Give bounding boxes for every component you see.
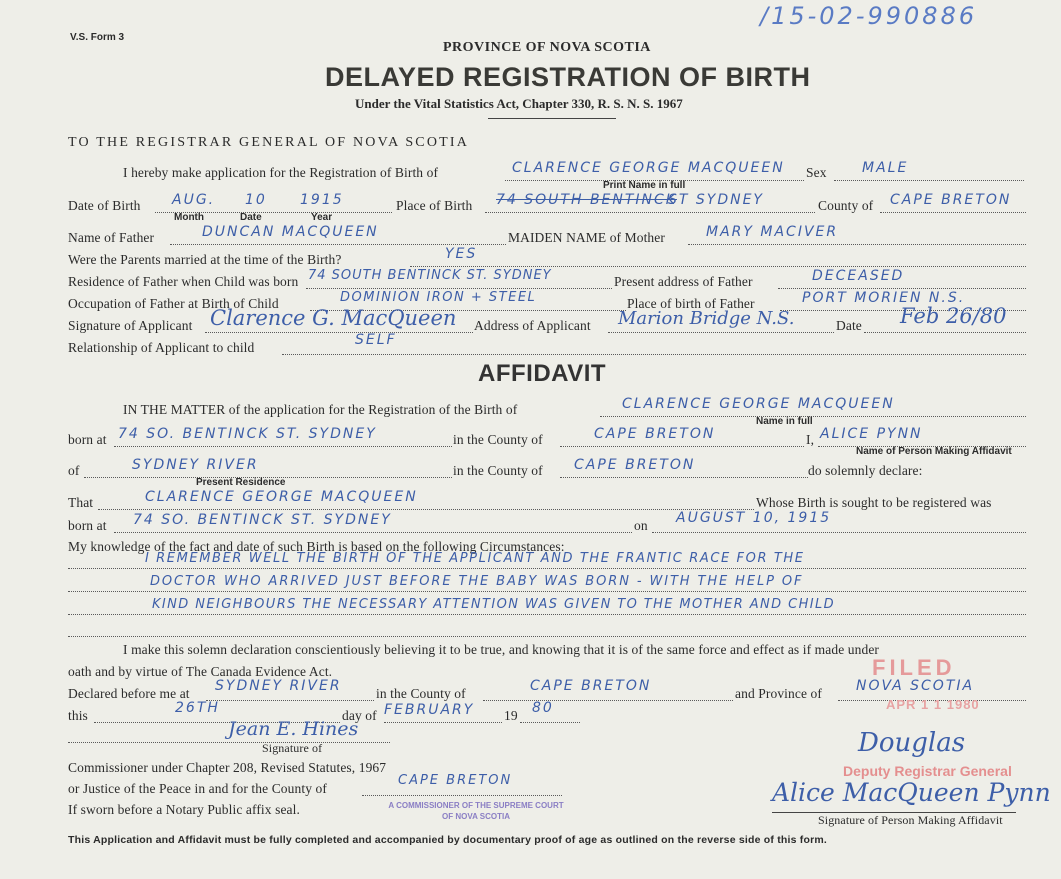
registrar-signature: Douglas bbox=[858, 728, 966, 758]
residence-aff-value: SYDNEY RIVER bbox=[132, 457, 259, 473]
month-line bbox=[384, 722, 502, 723]
present-address-value: DECEASED bbox=[812, 268, 905, 284]
justice-label: or Justice of the Peace in and for the County of bbox=[68, 781, 327, 796]
name-in-full-caption: Name in full bbox=[756, 416, 813, 427]
page-title: DELAYED REGISTRATION OF BIRTH bbox=[325, 62, 811, 92]
commissioner-stamp bbox=[380, 800, 572, 822]
born-at-label: born at bbox=[68, 432, 107, 447]
declared-at-value: SYDNEY RIVER bbox=[215, 678, 342, 694]
that-label: That bbox=[68, 495, 94, 510]
declare-label: do solemnly declare: bbox=[808, 463, 923, 478]
born-county-line bbox=[560, 446, 804, 447]
place-of-birth-label: Place of Birth bbox=[396, 198, 473, 213]
commissioner-label: Commissioner under Chapter 208, Revised Statutes, 1967 bbox=[68, 760, 387, 775]
place-of-birth-line bbox=[485, 212, 815, 213]
occupation-label: Occupation of Father at Birth of Child bbox=[68, 296, 279, 311]
signature-person-label: Signature of Person Making Affidavit bbox=[818, 813, 1003, 827]
married-value: YES bbox=[445, 246, 478, 262]
province-label: and Province of bbox=[735, 686, 822, 701]
commissioner-stamp-line-1: A COMMISSIONER OF THE SUPREME COURT bbox=[388, 801, 564, 810]
father-name-label: Name of Father bbox=[68, 230, 155, 245]
born-county-label: in the County of bbox=[453, 432, 543, 447]
year-line bbox=[520, 722, 580, 723]
deputy-registrar-stamp: Deputy Registrar General bbox=[843, 763, 1012, 779]
mother-name-label: MAIDEN NAME of Mother bbox=[508, 230, 665, 245]
sex-label: Sex bbox=[806, 165, 827, 180]
that-name-line bbox=[98, 509, 754, 510]
father-name-value: DUNCAN MACQUEEN bbox=[202, 224, 379, 240]
on-label: on bbox=[634, 518, 648, 533]
residence-line bbox=[306, 288, 612, 289]
year-value: 80 bbox=[532, 700, 554, 716]
born-at2-value: 74 SO. BENTINCK ST. SYDNEY bbox=[133, 512, 392, 528]
deponent-value: ALICE PYNN bbox=[820, 426, 923, 442]
i-label: I, bbox=[806, 432, 815, 447]
dob-label: Date of Birth bbox=[68, 198, 141, 213]
father-birthplace-value: PORT MORIEN N.S. bbox=[802, 290, 966, 306]
month-value: FEBRUARY bbox=[384, 702, 475, 718]
dob-month-value: AUG. bbox=[172, 192, 216, 208]
born-at-value: 74 SO. BENTINCK ST. SYDNEY bbox=[118, 426, 377, 442]
footer-note: This Application and Affidavit must be fully completed and accompanied by documentary proof of age as outlined on the reverse side of this form. bbox=[68, 834, 828, 846]
deponent-signature: Alice MacQueen Pynn bbox=[772, 778, 1051, 807]
matter-child-name: CLARENCE GEORGE MACQUEEN bbox=[622, 396, 895, 412]
knowledge-label: My knowledge of the fact and date of such Birth is based on the following Circumstances: bbox=[68, 539, 565, 554]
commissioner-signature-line bbox=[68, 742, 390, 743]
declared-county-label: in the County of bbox=[376, 686, 466, 701]
married-label: Were the Parents married at the time of the Birth? bbox=[68, 252, 342, 267]
born-on-line bbox=[652, 532, 1026, 533]
relationship-line bbox=[282, 354, 1026, 355]
form-code: V.S. Form 3 bbox=[70, 32, 125, 43]
circumstance-text-1: I REMEMBER WELL THE BIRTH OF THE APPLICANT AND THE FRANTIC RACE FOR THE bbox=[145, 551, 805, 566]
commissioner-stamp-line-2: OF NOVA SCOTIA bbox=[442, 812, 510, 821]
born-on-value: AUGUST 10, 1915 bbox=[676, 510, 832, 526]
occupation-value: DOMINION IRON + STEEL bbox=[340, 290, 537, 305]
this-label: this bbox=[68, 708, 88, 723]
application-date-line bbox=[864, 332, 1026, 333]
whose-birth-label: Whose Birth is sought to be registered was bbox=[756, 495, 992, 510]
notary-label: If sworn before a Notary Public affix seal. bbox=[68, 802, 300, 817]
relationship-value: SELF bbox=[355, 332, 397, 348]
married-line bbox=[410, 266, 1026, 267]
present-residence-caption: Present Residence bbox=[196, 477, 286, 488]
born-at2-line bbox=[114, 532, 632, 533]
present-address-label: Present address of Father bbox=[614, 274, 753, 289]
year-prefix: 19 bbox=[504, 708, 518, 723]
place-of-birth-value: ST SYDNEY bbox=[668, 192, 764, 208]
print-name-caption: Print Name in full bbox=[603, 180, 686, 191]
mother-name-value: MARY MACIVER bbox=[706, 224, 839, 240]
month-caption: Month bbox=[174, 212, 204, 223]
relationship-label: Relationship of Applicant to child bbox=[68, 340, 255, 355]
commissioner-signature: Jean E. Hines bbox=[228, 718, 359, 740]
filed-stamp: FILED bbox=[872, 655, 956, 680]
day-of-label: day of bbox=[342, 708, 377, 723]
reference-number: /15-02-990886 bbox=[760, 2, 978, 30]
residence-county-line bbox=[560, 477, 808, 478]
addressee-line: TO THE REGISTRAR GENERAL OF NOVA SCOTIA bbox=[68, 135, 470, 150]
county-line bbox=[880, 212, 1026, 213]
that-name-value: CLARENCE GEORGE MACQUEEN bbox=[145, 489, 418, 505]
born-at-line bbox=[114, 446, 452, 447]
father-birthplace-label: Place of birth of Father bbox=[627, 296, 755, 311]
matter-name-line bbox=[600, 416, 1026, 417]
affidavit-title: AFFIDAVIT bbox=[478, 360, 607, 387]
signature-of-label: Signature of bbox=[262, 741, 323, 755]
circumstance-line-1 bbox=[68, 568, 1026, 569]
residence-label: Residence of Father when Child was born bbox=[68, 274, 299, 289]
filed-date-stamp: APR 1 1 1980 bbox=[886, 697, 980, 712]
sex-line bbox=[834, 180, 1024, 181]
day-value: 26TH bbox=[175, 700, 220, 716]
year-caption: Year bbox=[311, 212, 333, 223]
justice-county-line bbox=[362, 795, 562, 796]
solemn-declaration-line-2: oath and by virtue of The Canada Evidence Act. bbox=[68, 664, 333, 679]
date-caption: Date bbox=[240, 212, 262, 223]
father-name-line bbox=[170, 244, 506, 245]
province-value: NOVA SCOTIA bbox=[856, 678, 975, 694]
county-label: County of bbox=[818, 198, 874, 213]
applicant-signature-line bbox=[205, 332, 473, 333]
county-value: CAPE BRETON bbox=[890, 192, 1012, 208]
title-rule bbox=[488, 118, 616, 119]
applicant-signature-label: Signature of Applicant bbox=[68, 318, 193, 333]
sex-value: MALE bbox=[862, 160, 909, 176]
applicant-address-line bbox=[608, 332, 834, 333]
solemn-declaration-line-1: I make this solemn declaration conscientiously believing it to be true, and knowing that it is of the same force and effect as if made under bbox=[123, 642, 880, 657]
application-date-label: Date bbox=[836, 318, 862, 333]
of-label: of bbox=[68, 463, 80, 478]
circumstance-text-3: KIND NEIGHBOURS THE NECESSARY ATTENTION WAS GIVEN TO THE MOTHER AND CHILD bbox=[152, 597, 836, 612]
circumstance-line-2 bbox=[68, 591, 1026, 592]
circumstance-line-4 bbox=[68, 636, 1026, 637]
circumstance-line-3 bbox=[68, 614, 1026, 615]
declared-label: Declared before me at bbox=[68, 686, 190, 701]
matter-label: IN THE MATTER of the application for the Registration of the Birth of bbox=[123, 402, 518, 417]
residence-county-label: in the County of bbox=[453, 463, 543, 478]
circumstance-text-2: DOCTOR WHO ARRIVED JUST BEFORE THE BABY WAS BORN - WITH THE HELP OF bbox=[150, 574, 804, 589]
applicant-address-value: Marion Bridge N.S. bbox=[618, 308, 795, 329]
application-date-value: Feb 26/80 bbox=[900, 304, 1007, 328]
province-heading: PROVINCE OF NOVA SCOTIA bbox=[443, 40, 651, 55]
intro-label: I hereby make application for the Registration of Birth of bbox=[123, 165, 439, 180]
dob-year-value: 1915 bbox=[300, 192, 344, 208]
dob-date-value: 10 bbox=[245, 192, 267, 208]
deponent-caption: Name of Person Making Affidavit bbox=[856, 446, 1012, 457]
present-address-line bbox=[778, 288, 1026, 289]
child-name-value: CLARENCE GEORGE MACQUEEN bbox=[512, 160, 785, 176]
applicant-signature: Clarence G. MacQueen bbox=[210, 306, 457, 330]
residence-value: 74 SOUTH BENTINCK ST. SYDNEY bbox=[308, 268, 552, 283]
declared-county-line bbox=[483, 700, 733, 701]
applicant-address-label: Address of Applicant bbox=[474, 318, 591, 333]
mother-name-line bbox=[688, 244, 1026, 245]
born-county-value: CAPE BRETON bbox=[594, 426, 716, 442]
residence-county-value: CAPE BRETON bbox=[574, 457, 696, 473]
declared-at-line bbox=[206, 700, 374, 701]
place-of-birth-struck: 74 SOUTH BENTINCK bbox=[496, 192, 677, 208]
justice-county-value: CAPE BRETON bbox=[398, 773, 513, 788]
page-subtitle: Under the Vital Statistics Act, Chapter 330, R. S. N. S. 1967 bbox=[355, 96, 683, 111]
declared-county-value: CAPE BRETON bbox=[530, 678, 652, 694]
born-at2-label: born at bbox=[68, 518, 107, 533]
